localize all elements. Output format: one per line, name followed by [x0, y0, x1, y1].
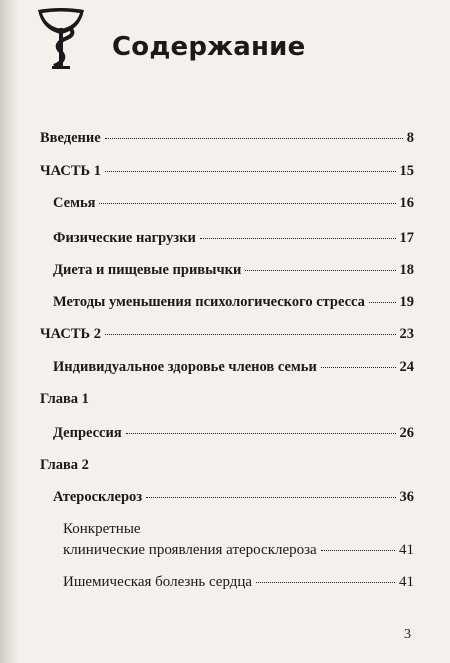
dot-leader: [256, 582, 395, 583]
toc-entry-depression[interactable]: [53, 425, 414, 441]
dot-leader: [369, 302, 396, 303]
page-number: 3: [404, 627, 411, 642]
toc-label: ЧАСТЬ 2: [40, 326, 101, 342]
toc-page: 16: [399, 195, 414, 211]
toc-entry-clinical-line1[interactable]: Конкретные: [63, 521, 141, 537]
toc-entry-family[interactable]: [53, 195, 414, 211]
toc-label: Индивидуальное здоровье членов семьи: [53, 359, 317, 375]
caduceus-bowl-icon: [34, 4, 88, 70]
toc-entry-individual-health[interactable]: [53, 359, 414, 375]
toc-page: 8: [406, 130, 414, 146]
toc-entry-exercise[interactable]: [53, 230, 414, 246]
dot-leader: [105, 334, 396, 335]
toc-entry-intro[interactable]: [40, 130, 414, 146]
toc-entry-part2[interactable]: [40, 326, 414, 342]
toc-page: 26: [399, 425, 414, 441]
toc-label: клинические проявления атеросклероза: [63, 542, 317, 558]
toc-entry-clinical[interactable]: [63, 542, 414, 558]
toc-entry-atherosclerosis[interactable]: [53, 489, 414, 505]
page-title: Содержание: [112, 32, 306, 62]
dot-leader: [105, 138, 403, 139]
toc-label: Диета и пищевые привычки: [53, 262, 242, 278]
page-spine-shadow: [0, 0, 18, 663]
dot-leader: [200, 238, 396, 239]
toc-page: 41: [399, 574, 414, 590]
toc-label: Методы уменьшения психологического стресса: [53, 294, 365, 310]
toc-page: 17: [399, 230, 414, 246]
toc-entry-part1[interactable]: [40, 163, 414, 179]
toc-page: 24: [399, 359, 414, 375]
dot-leader: [99, 203, 395, 204]
toc-chapter-1[interactable]: Глава 1: [40, 391, 89, 407]
toc-label: Депрессия: [53, 425, 122, 441]
toc-entry-ischemic[interactable]: [63, 574, 414, 590]
toc-page: 18: [399, 262, 414, 278]
toc-page: 23: [399, 326, 414, 342]
toc-label: ЧАСТЬ 1: [40, 163, 101, 179]
toc-label: Семья: [53, 195, 96, 211]
dot-leader: [126, 433, 396, 434]
toc-page: 36: [399, 489, 414, 505]
toc-entry-stress[interactable]: [53, 294, 414, 310]
toc-entry-diet[interactable]: [53, 262, 414, 278]
toc-label: Атеросклероз: [53, 489, 143, 505]
dot-leader: [146, 497, 395, 498]
toc-page: 19: [399, 294, 414, 310]
dot-leader: [321, 550, 395, 551]
toc-label: Ишемическая болезнь сердца: [63, 574, 253, 590]
toc-page: 15: [399, 163, 414, 179]
toc-label: Введение: [40, 130, 101, 146]
toc-chapter-2[interactable]: Глава 2: [40, 457, 89, 473]
toc-label: Физические нагрузки: [53, 230, 196, 246]
dot-leader: [321, 367, 396, 368]
dot-leader: [105, 171, 396, 172]
toc-page: 41: [399, 542, 414, 558]
dot-leader: [245, 270, 395, 271]
